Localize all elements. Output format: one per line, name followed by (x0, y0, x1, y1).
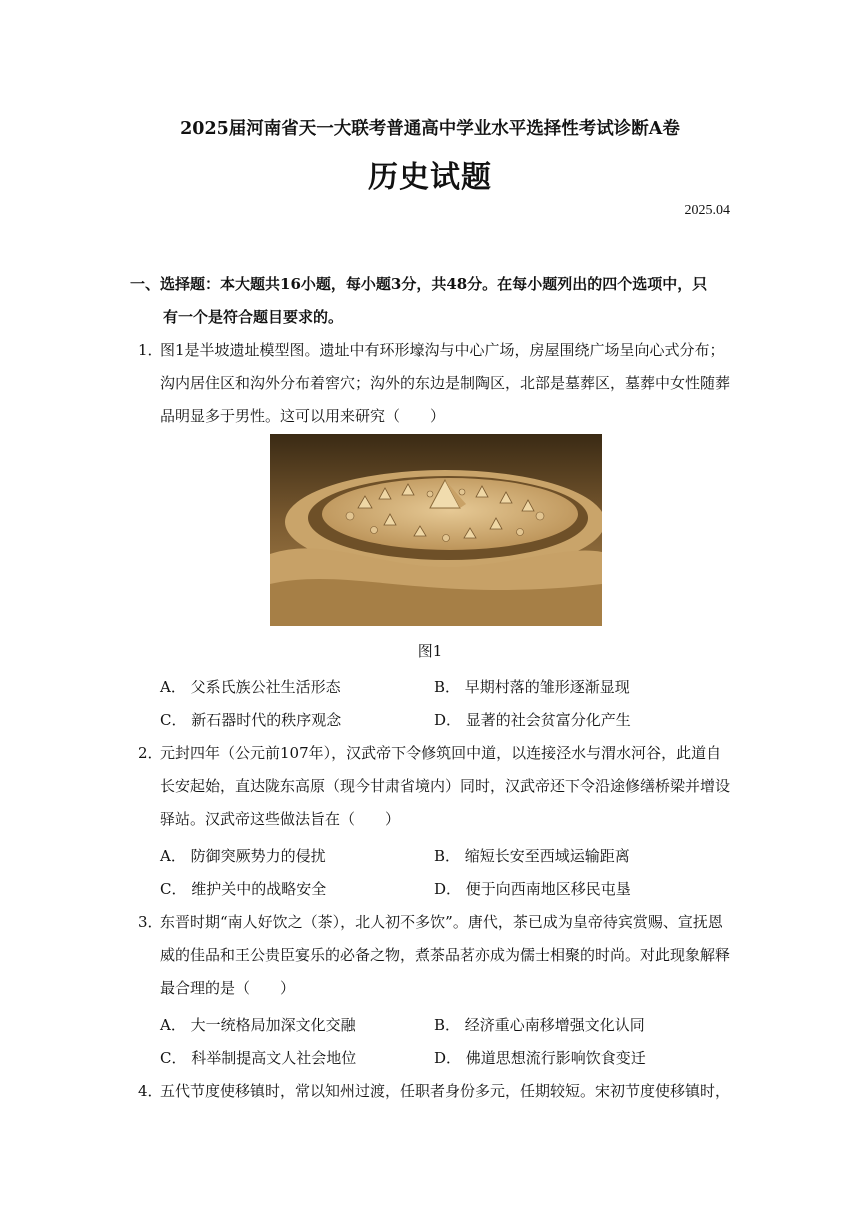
question-1-option-b: B． 早期村落的雏形逐渐显现 (434, 678, 630, 696)
question-1-number: 1． (138, 341, 163, 359)
question-3-option-b: B． 经济重心南移增强文化认同 (434, 1016, 645, 1034)
question-3-option-c: C． 科举制提高文人社会地位 (160, 1049, 357, 1067)
section-heading (130, 268, 740, 334)
question-2-option-a: A． 防御突厥势力的侵扰 (160, 847, 326, 865)
question-2-line-1: 元封四年（公元前107年），汉武帝下令修筑回中道，以连接泾水与渭水河谷，此道自 (160, 744, 722, 762)
question-1-line-3: 品明显多于男性。这可以用来研究（ ） (160, 407, 446, 425)
question-3-option-d: D． 佛道思想流行影响饮食变迁 (434, 1049, 646, 1067)
figure-1-caption: 图1 (417, 642, 443, 660)
question-2-line-3: 驿站。汉武帝这些做法旨在（ ） (160, 810, 401, 828)
question-3-number: 3． (138, 913, 163, 931)
question-2-option-b: B． 缩短长安至西域运输距离 (434, 847, 630, 865)
question-2-option-c: C． 维护关中的战略安全 (160, 880, 327, 898)
exam-title: 2025届河南省天一大联考普通高中学业水平选择性考试诊断A卷 (180, 119, 680, 139)
question-1-line-2: 沟内居住区和沟外分布着窖穴；沟外的东边是制陶区，北部是墓葬区，墓葬中女性随葬 (160, 374, 731, 392)
question-2-option-d: D． 便于向西南地区移民屯垦 (434, 880, 631, 898)
section-heading-line1: 一、选择题：本大题共16小题，每小题3分，共48分。在每小题列出的四个选项中，只 (130, 275, 708, 293)
question-1-option-d: D． 显著的社会贫富分化产生 (434, 711, 631, 729)
question-3-line-3: 最合理的是（ ） (160, 979, 296, 997)
question-1-line-1: 图1是半坡遗址模型图。遗址中有环形壕沟与中心广场，房屋围绕广场呈向心式分布； (160, 341, 725, 359)
subject-title: 历史试题 (368, 160, 492, 195)
question-3-line-1: 东晋时期“南人好饮之（茶），北人初不多饮”。唐代，茶已成为皇帝待宾赏赐、宣抚恩 (160, 913, 723, 931)
exam-date: 2025.04 (684, 203, 730, 218)
question-1-option-c: C． 新石器时代的秩序观念 (160, 711, 342, 729)
question-3-line-2: 威的佳品和王公贵臣宴乐的必备之物，煮茶品茗亦成为儒士相聚的时尚。对此现象解释 (160, 946, 731, 964)
question-1-option-a: A． 父系氏族公社生活形态 (160, 678, 341, 696)
question-4-number: 4． (138, 1082, 163, 1100)
question-2-number: 2． (138, 744, 163, 762)
question-3-option-a: A． 大一统格局加深文化交融 (160, 1016, 356, 1034)
question-4-line-1: 五代节度使移镇时，常以知州过渡，任职者身份多元，任期较短。宋初节度使移镇时， (160, 1082, 731, 1100)
banpo-site-model-image (270, 434, 602, 626)
question-2-line-2: 长安起始，直达陇东高原（现今甘肃省境内）同时，汉武帝还下令沿途修缮桥梁并增设 (160, 777, 731, 795)
section-heading-line2: 有一个是符合题目要求的。 (163, 308, 344, 326)
